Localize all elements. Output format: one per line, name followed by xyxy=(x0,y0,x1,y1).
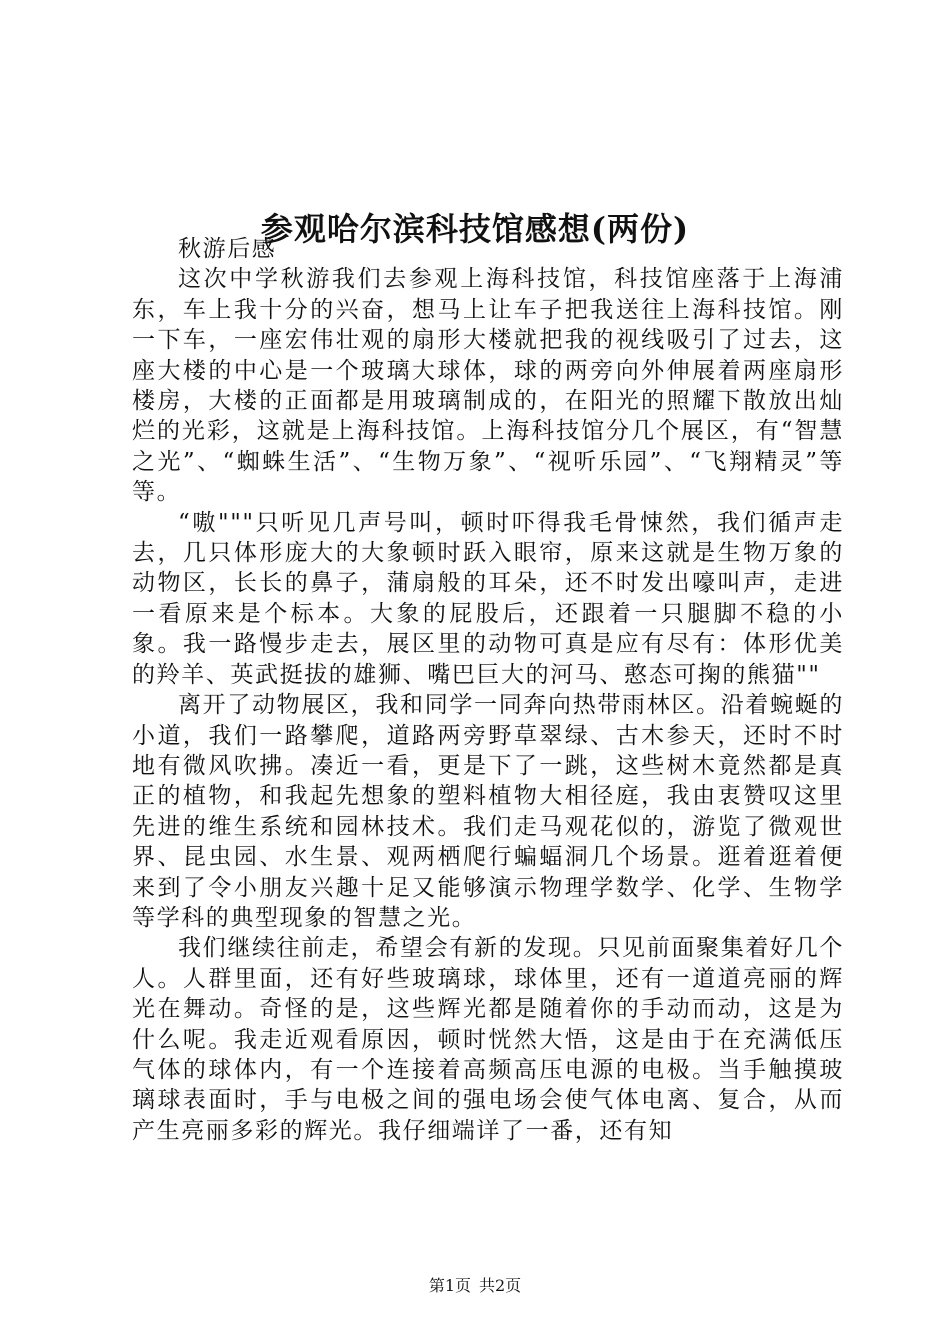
paragraph: 离开了动物展区，我和同学一同奔向热带雨林区。沿着蜿蜒的小道，我们一路攀爬，道路两旁野草翠绿、古木参天，还时不时地有微风吹拂。凑近一看，更是下了一跳，这些树木竟然都是真正的植物，和我起先想象的塑料植物大相径庭，我由衷赞叹这里先进的维生系统和园林技术。我们走马观花似的，游览了微观世界、昆虫园、水生景、观两栖爬行蝙蝠洞几个场景。逛着逛着便来到了令小朋友兴趣十足又能够演示物理学数学、化学、生物学等学科的典型现象的智慧之光。 xyxy=(132,692,844,931)
document-title: 参观哈尔滨科技馆感想(两份) xyxy=(260,210,690,249)
page-footer xyxy=(0,1276,950,1296)
section-heading: 秋游后感 xyxy=(178,236,277,262)
paragraph: “嗷"""只听见几声号叫，顿时吓得我毛骨悚然，我们循声走去，几只体形庞大的大象顿时跃入眼帘，原来这就是生物万象的动物区，长长的鼻子，蒲扇般的耳朵，还不时发出嚎叫声，走进一看原来是个标本。大象的屁股后，还跟着一只腿脚不稳的小象。我一路慢步走去，展区里的动物可真是应有尽有：体形优美的羚羊、英武挺拔的雄狮、嘴巴巨大的河马、憨态可掬的熊猫"" xyxy=(132,509,844,688)
document-body xyxy=(132,234,844,1146)
page-number: 第1页 xyxy=(428,1276,471,1295)
page-total: 共2页 xyxy=(479,1276,522,1295)
paragraph: 这次中学秋游我们去参观上海科技馆，科技馆座落于上海浦东，车上我十分的兴奋，想马上让车子把我送往上海科技馆。刚一下车，一座宏伟壮观的扇形大楼就把我的视线吸引了过去，这座大楼的中心是一个玻璃大球体，球的两旁向外伸展着两座扇形楼房，大楼的正面都是用玻璃制成的，在阳光的照耀下散放出灿烂的光彩，这就是上海科技馆。上海科技馆分几个展区，有“智慧之光”、“蜘蛛生活”、“生物万象”、“视听乐园”、“飞翔精灵”等等。 xyxy=(132,266,844,506)
paragraph: 我们继续往前走，希望会有新的发现。只见前面聚集着好几个人。人群里面，还有好些玻璃球，球体里，还有一道道亮丽的辉光在舞动。奇怪的是，这些辉光都是随着你的手动而动，这是为什么呢。我走近观看原因，顿时恍然大悟，这是由于在充满低压气体的球体内，有一个连接着高频高压电源的电极。当手触摸玻璃球表面时，手与电极之间的强电场会使气体电离、复合，从而产生亮丽多彩的辉光。我仔细端详了一番，还有知 xyxy=(132,935,844,1144)
